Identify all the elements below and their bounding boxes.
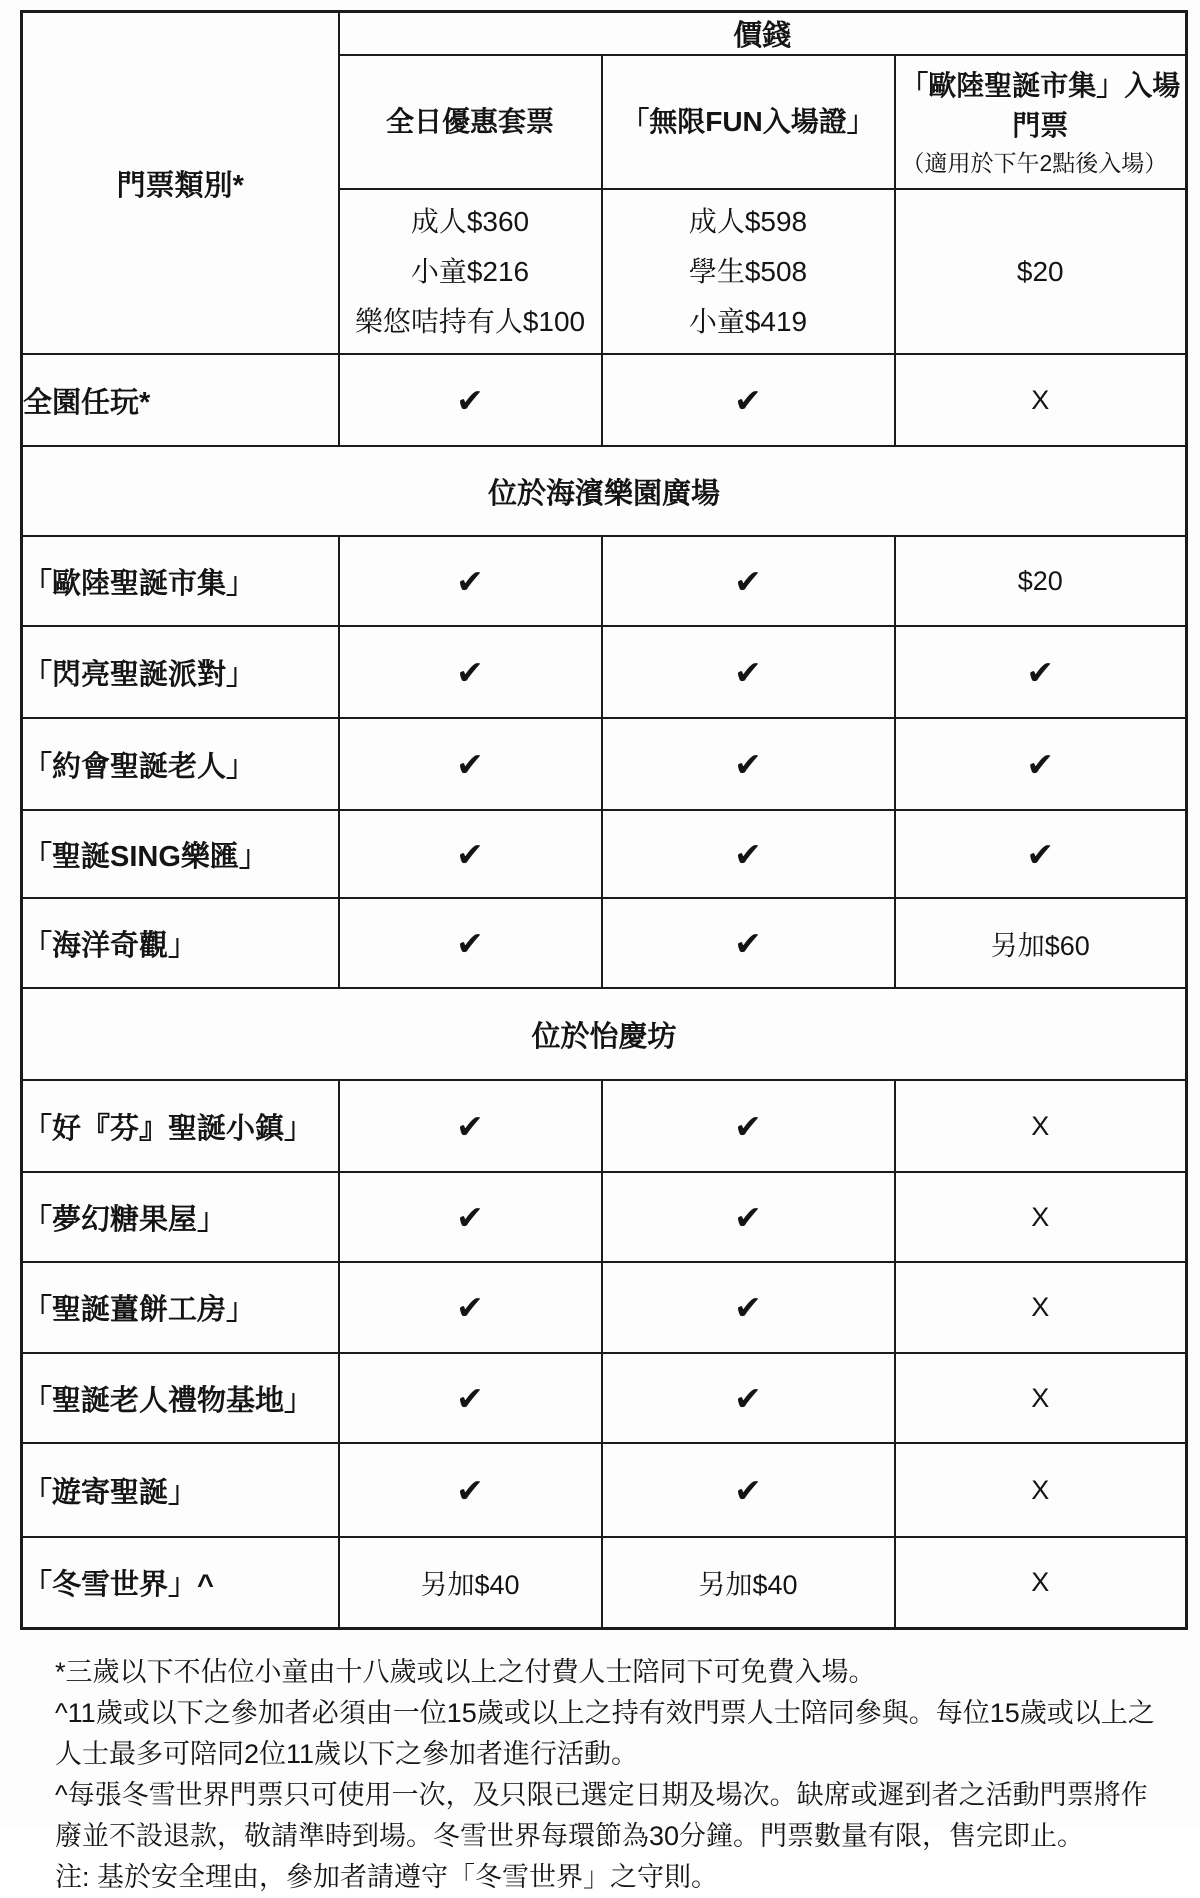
row-value: ✔ [339,1353,602,1443]
price-cell-day-pass [339,189,602,354]
row-value: X [895,354,1187,446]
price-line: 成人$598 [688,205,808,237]
row-label: 「夢幻糖果屋」 [22,1172,339,1262]
row-value: ✔ [339,536,602,626]
row-value: ✔ [339,810,602,898]
section-row [22,988,1187,1080]
section-title: 位於怡慶坊 [22,988,1187,1080]
row-value: ✔ [895,626,1187,718]
row-value: 另加$60 [895,898,1187,988]
row-value: X [895,1443,1187,1537]
row-value: ✔ [339,1262,602,1353]
row-value: X [895,1262,1187,1353]
ticket-price-table [20,10,1188,1630]
row-value: ✔ [602,626,895,718]
price-line: $20 [1016,255,1064,287]
table-row [22,536,1187,626]
row-label: 「約會聖誕老人」 [22,718,339,810]
row-value: X [895,1537,1187,1628]
section-title: 位於海濱樂園廣場 [22,446,1187,536]
row-value: ✔ [602,1172,895,1262]
row-label: 「海洋奇觀」 [22,898,339,988]
footnote-accompany: ^11歲或以下之參加者必須由一位15歲或以上之持有效門票人士陪同參與。每位15歲或以上之人士最多可陪同2位11歲以下之參加者進行活動。 [55,1698,1155,1769]
row-value: 另加$40 [602,1537,895,1628]
row-value: ✔ [602,810,895,898]
row-value: ✔ [895,718,1187,810]
row-value: ✔ [895,810,1187,898]
row-label: 「遊寄聖誕」 [22,1443,339,1537]
row-value: ✔ [602,1080,895,1172]
row-value: ✔ [602,1443,895,1537]
row-value: ✔ [602,1353,895,1443]
price-line: 樂悠咭持有人$100 [354,305,586,337]
row-label: 「冬雪世界」^ [22,1537,339,1628]
row-value: X [895,1080,1187,1172]
table-row [22,718,1187,810]
column-header-day-pass [339,55,602,189]
row-value: ✔ [339,898,602,988]
row-value: X [895,1353,1187,1443]
column-title: 全日優惠套票 [385,106,554,137]
price-line: 學生$508 [688,255,808,287]
table-row [22,810,1187,898]
column-header-market-ticket [895,55,1187,189]
row-value: 另加$40 [339,1537,602,1628]
row-label: 「好『芬』聖誕小鎮」 [22,1080,339,1172]
row-value: ✔ [339,626,602,718]
row-label: 「聖誕SING樂匯」 [22,810,339,898]
table-row [22,1080,1187,1172]
row-value: $20 [895,536,1187,626]
column-header-fun-pass [602,55,895,189]
table-row [22,1172,1187,1262]
footnotes [55,1652,1165,1898]
table-row [22,1537,1187,1628]
price-line: 成人$360 [410,205,530,237]
column-title: 「歐陸聖誕市集」入場門票 [900,69,1181,141]
table-row [22,1353,1187,1443]
row-label: 「聖誕老人禮物基地」 [22,1353,339,1443]
row-value: ✔ [602,536,895,626]
price-line: 小童$216 [410,255,530,287]
row-value: ✔ [602,1262,895,1353]
table-row [22,1262,1187,1353]
row-value: ✔ [602,354,895,446]
row-value: ✔ [339,354,602,446]
row-value: ✔ [339,1080,602,1172]
column-title: 「無限FUN入場證」 [621,106,875,137]
table-row [22,1443,1187,1537]
row-value: ✔ [339,1172,602,1262]
row-value: ✔ [339,1443,602,1537]
row-value: X [895,1172,1187,1262]
row-label: 「歐陸聖誕市集」 [22,536,339,626]
table-row [22,354,1187,446]
column-header-category: 門票類別* [22,12,339,355]
row-label: 「閃亮聖誕派對」 [22,626,339,718]
row-label: 全園任玩* [22,354,339,446]
section-row [22,446,1187,536]
price-cell-fun-pass [602,189,895,354]
row-value: ✔ [602,718,895,810]
column-header-price: 價錢 [339,12,1187,56]
price-cell-market-ticket [895,189,1187,354]
column-note: （適用於下午2點後入場） [901,149,1168,176]
table-row [22,626,1187,718]
table-row [22,898,1187,988]
footnote-snow-world-ticket: ^每張冬雪世界門票只可使用一次，及只限已選定日期及場次。缺席或遲到者之活動門票將作廢並不設退款，敬請準時到場。冬雪世界每環節為30分鐘。門票數量有限，售完即止。 [55,1780,1148,1851]
row-value: ✔ [602,898,895,988]
footnote-safety: 注: 基於安全理由，參加者請遵守「冬雪世界」之守則。 [55,1862,719,1892]
footnote-free-entry: *三歲以下不佔位小童由十八歲或以上之付費人士陪同下可免費入場。 [55,1657,876,1687]
row-label: 「聖誕薑餅工房」 [22,1262,339,1353]
price-line: 小童$419 [688,305,808,337]
row-value: ✔ [339,718,602,810]
